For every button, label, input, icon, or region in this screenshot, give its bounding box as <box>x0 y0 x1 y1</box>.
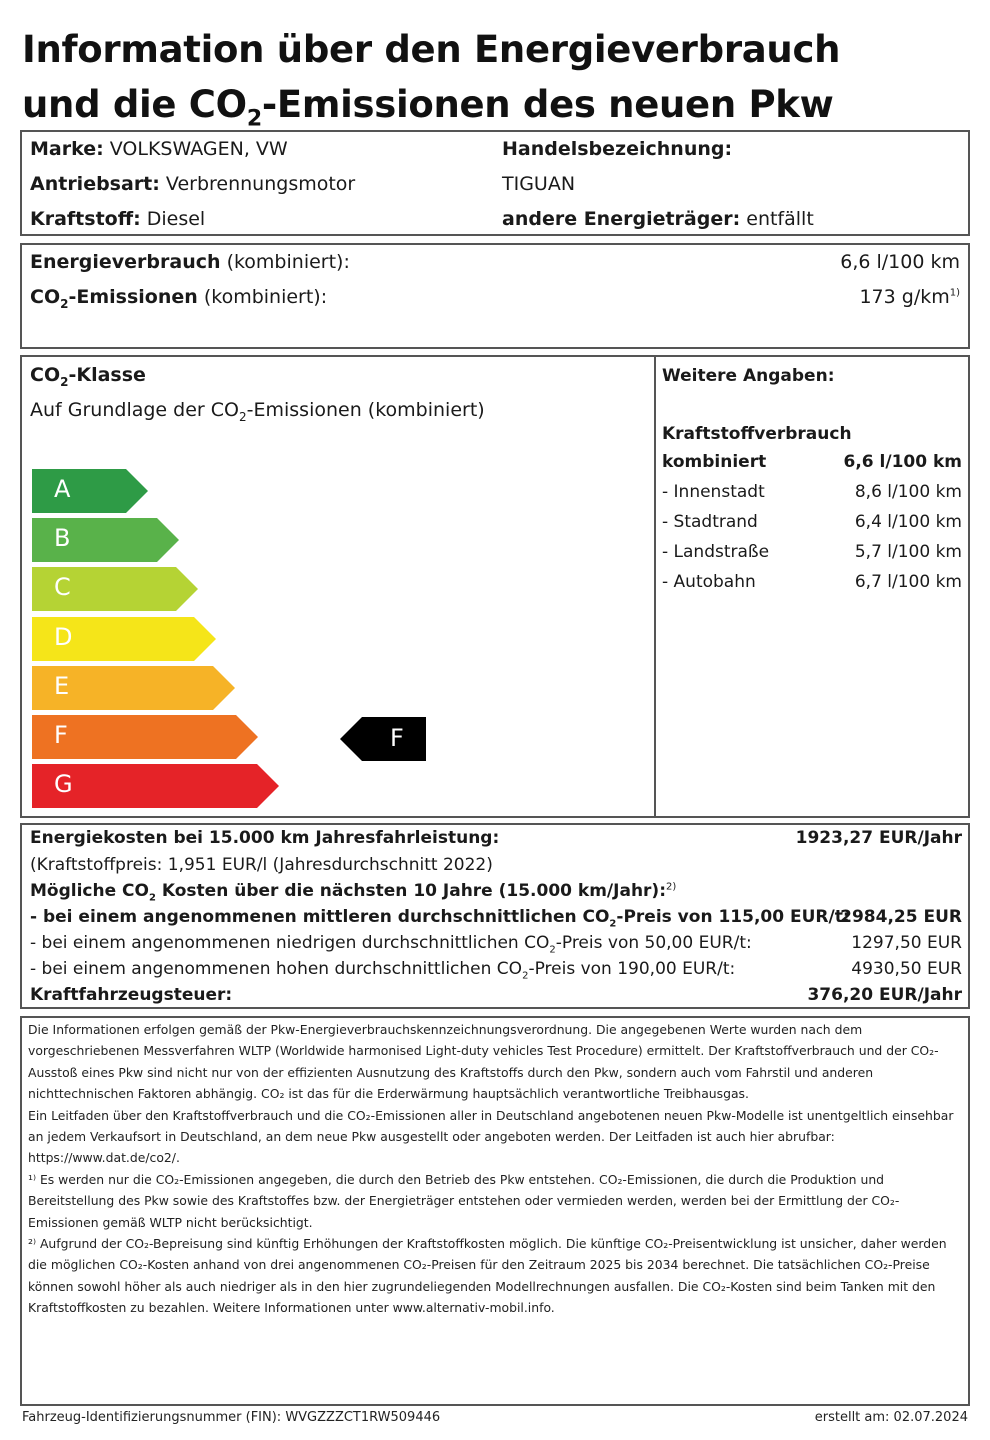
more-row-innenstadt: - Innenstadt 8,6 l/100 km <box>662 482 962 502</box>
selected-class-letter: F <box>390 724 404 752</box>
co2-value: 173 $g/km^{1)}$ <box>859 286 960 308</box>
co2-row: $CO_2$-Emissionen (kombiniert): <box>30 286 328 311</box>
title-line-2: und die $CO_2$-Emissionen des neuen Pkw <box>22 83 834 132</box>
verbrauch-row: Energieverbrauch (kombiniert): <box>30 251 350 273</box>
handel-label: Handelsbezeichnung: <box>502 138 733 160</box>
notes-paragraph-3: ¹⁾ Es werden nur die CO₂-Emissionen angegeben, die durch den Betrieb des Pkw entstehen. CO₂-Emissionen, die durch die Produktion und Bereitstellung des Pkw sowie des Kraftstoffes bzw. der Energieträger entstehen oder vermieden werden, werden bei der Ermittlung der CO₂-Emissionen gemäß WLTP nicht berücksichtigt. <box>28 1171 900 1230</box>
class-bar-d: D <box>32 617 216 661</box>
niedrig-price-row: - bei einem angenommenen niedrigen durchschnittlichen $CO_2$-Preis von 50,00 EUR/t: 1297,50 EUR <box>30 933 962 956</box>
andere-row: andere Energieträger: entfällt <box>502 208 814 230</box>
class-bar-b: B <box>32 518 179 562</box>
antrieb-row: Antriebsart: Verbrennungsmotor <box>30 173 356 195</box>
energie-kosten-row: Energiekosten bei 15.000 km Jahresfahrleistung: 1923,27 EUR/Jahr <box>30 828 962 848</box>
notes-text <box>28 1019 963 1319</box>
hoch-price-row: - bei einem angenommenen hohen durchschnittlichen $CO_2$-Preis von 190,00 EUR/t: 4930,50 EUR <box>30 959 962 982</box>
price-note-row: (Kraftstoffpreis: 1,951 EUR/l (Jahresdurchschnitt 2022) <box>30 855 493 875</box>
marke-row: Marke: VOLKSWAGEN, VW <box>30 138 288 160</box>
co2-class-heading: $CO_2$-Klasse <box>30 364 146 389</box>
class-bar-g: G <box>32 764 279 808</box>
more-heading: Weitere Angaben: <box>662 366 835 386</box>
title-line-1: Information über den Energieverbrauch <box>22 28 841 71</box>
selected-class-marker <box>340 717 426 761</box>
class-bar-a: A <box>32 469 148 513</box>
steuer-row: Kraftfahrzeugsteuer: 376,20 EUR/Jahr <box>30 985 962 1005</box>
notes-paragraph-2: Ein Leitfaden über den Kraftstoffverbrauch und die CO₂-Emissionen aller in Deutschland angebotenen neuen Pkw-Modelle ist unentgeltlich einsehbar an jedem Verkaufsort in Deutschland, an dem neue Pkw ausgestellt oder angeboten werden. Der Leitfaden ist auch hier abrufbar: https://www.dat.de/co2/. <box>28 1107 954 1166</box>
more-row-autobahn: - Autobahn 6,7 l/100 km <box>662 572 962 592</box>
co2-class-subtitle: Auf Grundlage der $CO_2$-Emissionen (kombiniert) <box>30 399 485 424</box>
handel-value: TIGUAN <box>502 173 576 195</box>
class-bar-f: F <box>32 715 258 759</box>
class-bar-e: E <box>32 666 235 710</box>
kraftstoff-row: Kraftstoff: Diesel <box>30 208 206 230</box>
notes-paragraph-4: ²⁾ Aufgrund der CO₂-Bepreisung sind künftig Erhöhungen der Kraftstoffkosten möglich. Die künftige CO₂-Preisentwicklung ist unsicher, daher werden die möglichen CO₂-Kosten anhand von drei angenommenen CO₂-Preisen für den Zeitraum 2025 bis 2034 berechnet. Die tatsächlichen CO₂-Preise können sowohl höher als auch niedriger als in den hier zugrundeliegenden Modellrechnungen ausfallen. Die CO₂-Kosten sind beim Tanken mit den Kraftstoffkosten zu bezahlen. Weitere Informationen unter www.alternativ-mobil.info. <box>28 1236 947 1316</box>
more-row-stadtrand: - Stadtrand 6,4 l/100 km <box>662 512 962 532</box>
fin-footer: Fahrzeug-Identifizierungsnummer (FIN): WVGZZZCT1RW509446 <box>22 1410 441 1425</box>
date-footer: erstellt am: 02.07.2024 <box>814 1410 968 1425</box>
notes-paragraph-1: Die Informationen erfolgen gemäß der Pkw-Energieverbrauchskennzeichnungsverordnung. Die angegebenen Werte wurden nach dem vorgeschriebenen Messverfahren WLTP (Worldwide harmonised Light-duty vehicles Test Procedure) ermittelt. Der Kraftstoffverbrauch und der CO₂-Ausstoß eines Pkw sind nicht nur von der effizienten Ausnutzung des Kraftstoffs durch den Pkw, sondern auch vom Fahrstil und anderen nichttechnischen Faktoren abhängig. CO₂ ist das für die Erderwärmung hauptsächlich verantwortliche Treibhausgas. <box>28 1022 939 1102</box>
page-title <box>22 22 972 146</box>
class-bar-c: C <box>32 567 198 611</box>
more-sub-heading: Kraftstoffverbrauch <box>662 424 852 444</box>
verbrauch-value: 6,6 l/100 km <box>840 251 960 273</box>
possible-costs-row: Mögliche $CO_2$ Kosten über die nächsten 10 Jahre (15.000 km/Jahr):$^{2)}$ <box>30 881 677 904</box>
class-bar-a-shape <box>32 469 148 513</box>
mittel-price-row: - bei einem angenommenen mittleren durchschnittlichen $CO_2$-Preis von 115,00 EUR/t: 2984,25 EUR <box>30 907 962 930</box>
more-row-landstrasse: - Landstraße 5,7 l/100 km <box>662 542 962 562</box>
more-row-combined: kombiniert 6,6 l/100 km <box>662 452 962 472</box>
